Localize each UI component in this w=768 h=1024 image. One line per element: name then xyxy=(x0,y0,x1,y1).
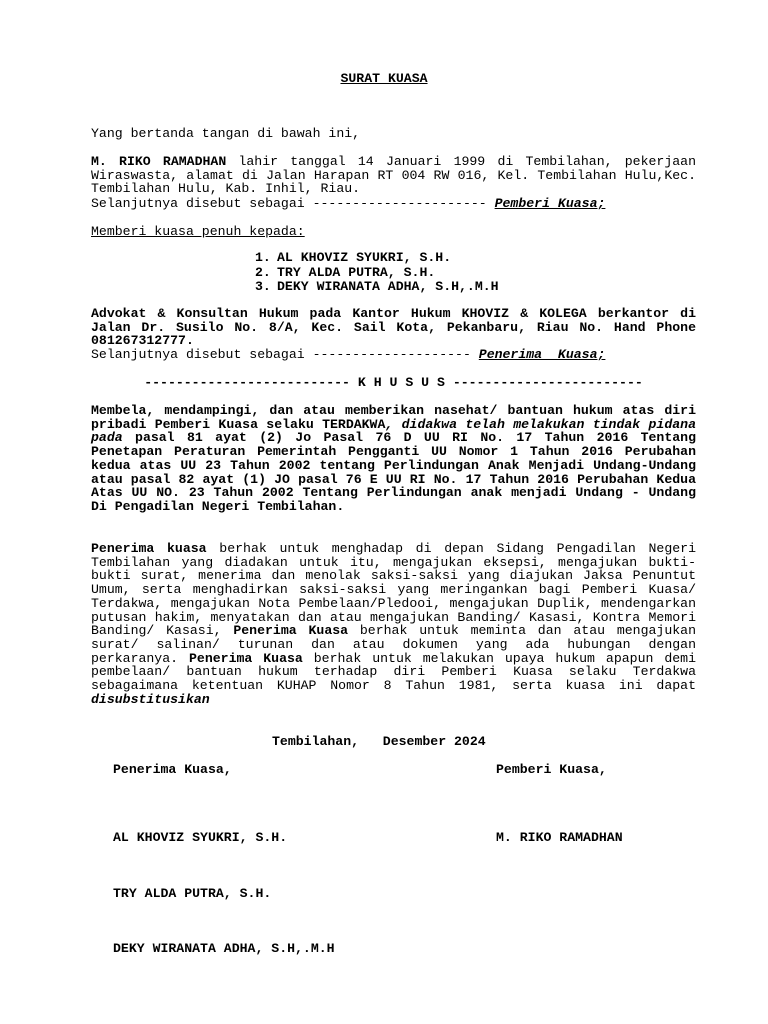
rights-text-1: berhak untuk menghadap di depan Sidang Pengadilan Negeri Tembilahan yang diadakan untuk itu, mengajukan eksepsi, mengajukan bukti-bukti surat, menerima dan menolak saksi-saksi yang diajukan Jaksa Penuntut Umum, serta menghadirkan saksi-saksi yang meringankan bagi Pemberi Kuasa/ Terdakwa, mengajukan Nota Pembelaan/Pledooi, mengajukan Duplik, mendengarkan putusan hakim, menyatakan dan atau mengajukan Banding/ Kasasi, Kontra Memori Banding/ Kasasi, xyxy=(91,541,696,639)
grantor-name: M. RIKO RAMADHAN xyxy=(91,154,227,169)
rights-bold-3: Penerima Kuasa xyxy=(189,650,303,666)
grantor-paragraph xyxy=(91,155,696,196)
document-title: SURAT KUASA xyxy=(340,71,428,86)
rights-bold-2: Penerima Kuasa xyxy=(233,623,349,639)
rights-bold-1: Penerima kuasa xyxy=(91,541,207,556)
receiver-name-3: DEKY WIRANATA ADHA, S.H,.M.H xyxy=(113,941,335,956)
grantor-reference-line xyxy=(91,197,696,211)
receiver-ref-prefix: Selanjutnya disebut sebagai -------------------- xyxy=(91,347,479,362)
attorney-name: AL KHOVIZ SYUKRI, S.H. xyxy=(277,250,452,265)
list-item xyxy=(255,266,499,281)
grantor-details: lahir tanggal 14 Januari 1999 di Tembilahan, pekerjaan Wiraswasta, alamat di Jalan Harapan RT 004 RW 016, Kel. Tembilahan Hulu,Kec. Tembilahan Hulu, Kab. Inhil, Riau. xyxy=(91,154,696,197)
khusus-divider: -------------------------- K H U S U S ------------------------ xyxy=(144,375,643,390)
list-item xyxy=(255,251,499,266)
receiver-name-1: AL KHOVIZ SYUKRI, S.H. xyxy=(113,830,288,845)
receiver-ref-label: Penerima Kuasa; xyxy=(478,347,606,362)
list-number: 3. xyxy=(255,279,271,294)
giver-signature-label: Pemberi Kuasa, xyxy=(496,762,607,777)
attorney-name: DEKY WIRANATA ADHA, S.H,.M.H xyxy=(277,279,499,294)
scope-paragraph xyxy=(91,404,696,514)
intro-line: Yang bertanda tangan di bawah ini, xyxy=(91,126,361,141)
rights-text-2: berhak untuk meminta dan atau mengajukan surat/ salinan/ turunan dan atau dokumen yang ada hubungan dengan perkaranya. xyxy=(91,623,696,666)
list-number: 1. xyxy=(255,250,271,265)
receiver-name-2: TRY ALDA PUTRA, S.H. xyxy=(113,886,272,901)
rights-paragraph xyxy=(91,542,696,706)
scope-text-2: pasal 81 ayat (2) Jo Pasal 76 D UU RI No. 17 Tahun 2016 Tentang Penetapan Peraturan Pemerintah Pengganti UU Nomor 1 Tahun 2016 Perubahan kedua atas UU 23 Tahun 2002 tentang Perlindungan Anak Menjadi Undang-Undang atau pasal 82 ayat (1) JO pasal 76 E UU RI No. 17 Tahun 2016 Perubahan Kedua Atas UU NO. 23 Tahun 2002 Tentang Perlindungan anak menjadi Undang - Undang Di Pengadilan Negeri Tembilahan. xyxy=(91,430,696,514)
list-number: 2. xyxy=(255,264,271,280)
place-date: Tembilahan, Desember 2024 xyxy=(272,734,486,749)
scope-text-1: Membela, mendampingi, dan atau memberikan nasehat/ bantuan hukum atas diri pribadi Pemberi Kuasa selaku TERDAKWA xyxy=(91,403,696,432)
rights-text-3: berhak untuk melakukan upaya hukum apapun demi pembelaan/ bantuan hukum terhadap diri Pemberi Kuasa selaku Terdakwa sebagaimana ketentuan KUHAP Nomor 8 Tahun 1981, serta kuasa ini dapat xyxy=(91,650,696,694)
grantor-ref-prefix: Selanjutnya disebut sebagai ---------------------- xyxy=(91,196,495,211)
receiver-reference-line xyxy=(91,348,696,362)
firm-paragraph: Advokat & Konsultan Hukum pada Kantor Hukum KHOVIZ & KOLEGA berkantor di Jalan Dr. Susilo No. 8/A, Kec. Sail Kota, Pekanbaru, Riau No. Hand Phone 081267312777. xyxy=(91,306,696,349)
grant-heading: Memberi kuasa penuh kepada: xyxy=(91,224,305,239)
rights-italic-word: disubstitusikan xyxy=(91,691,210,707)
grantor-ref-label: Pemberi Kuasa; xyxy=(494,196,606,211)
attorney-list xyxy=(255,251,499,295)
attorney-name: TRY ALDA PUTRA, S.H. xyxy=(277,264,436,280)
giver-name: M. RIKO RAMADHAN xyxy=(496,830,623,845)
receiver-signature-label: Penerima Kuasa, xyxy=(113,762,232,777)
list-item xyxy=(255,280,499,295)
scope-text-italic: , didakwa telah melakukan tindak pidana pada xyxy=(91,416,696,446)
